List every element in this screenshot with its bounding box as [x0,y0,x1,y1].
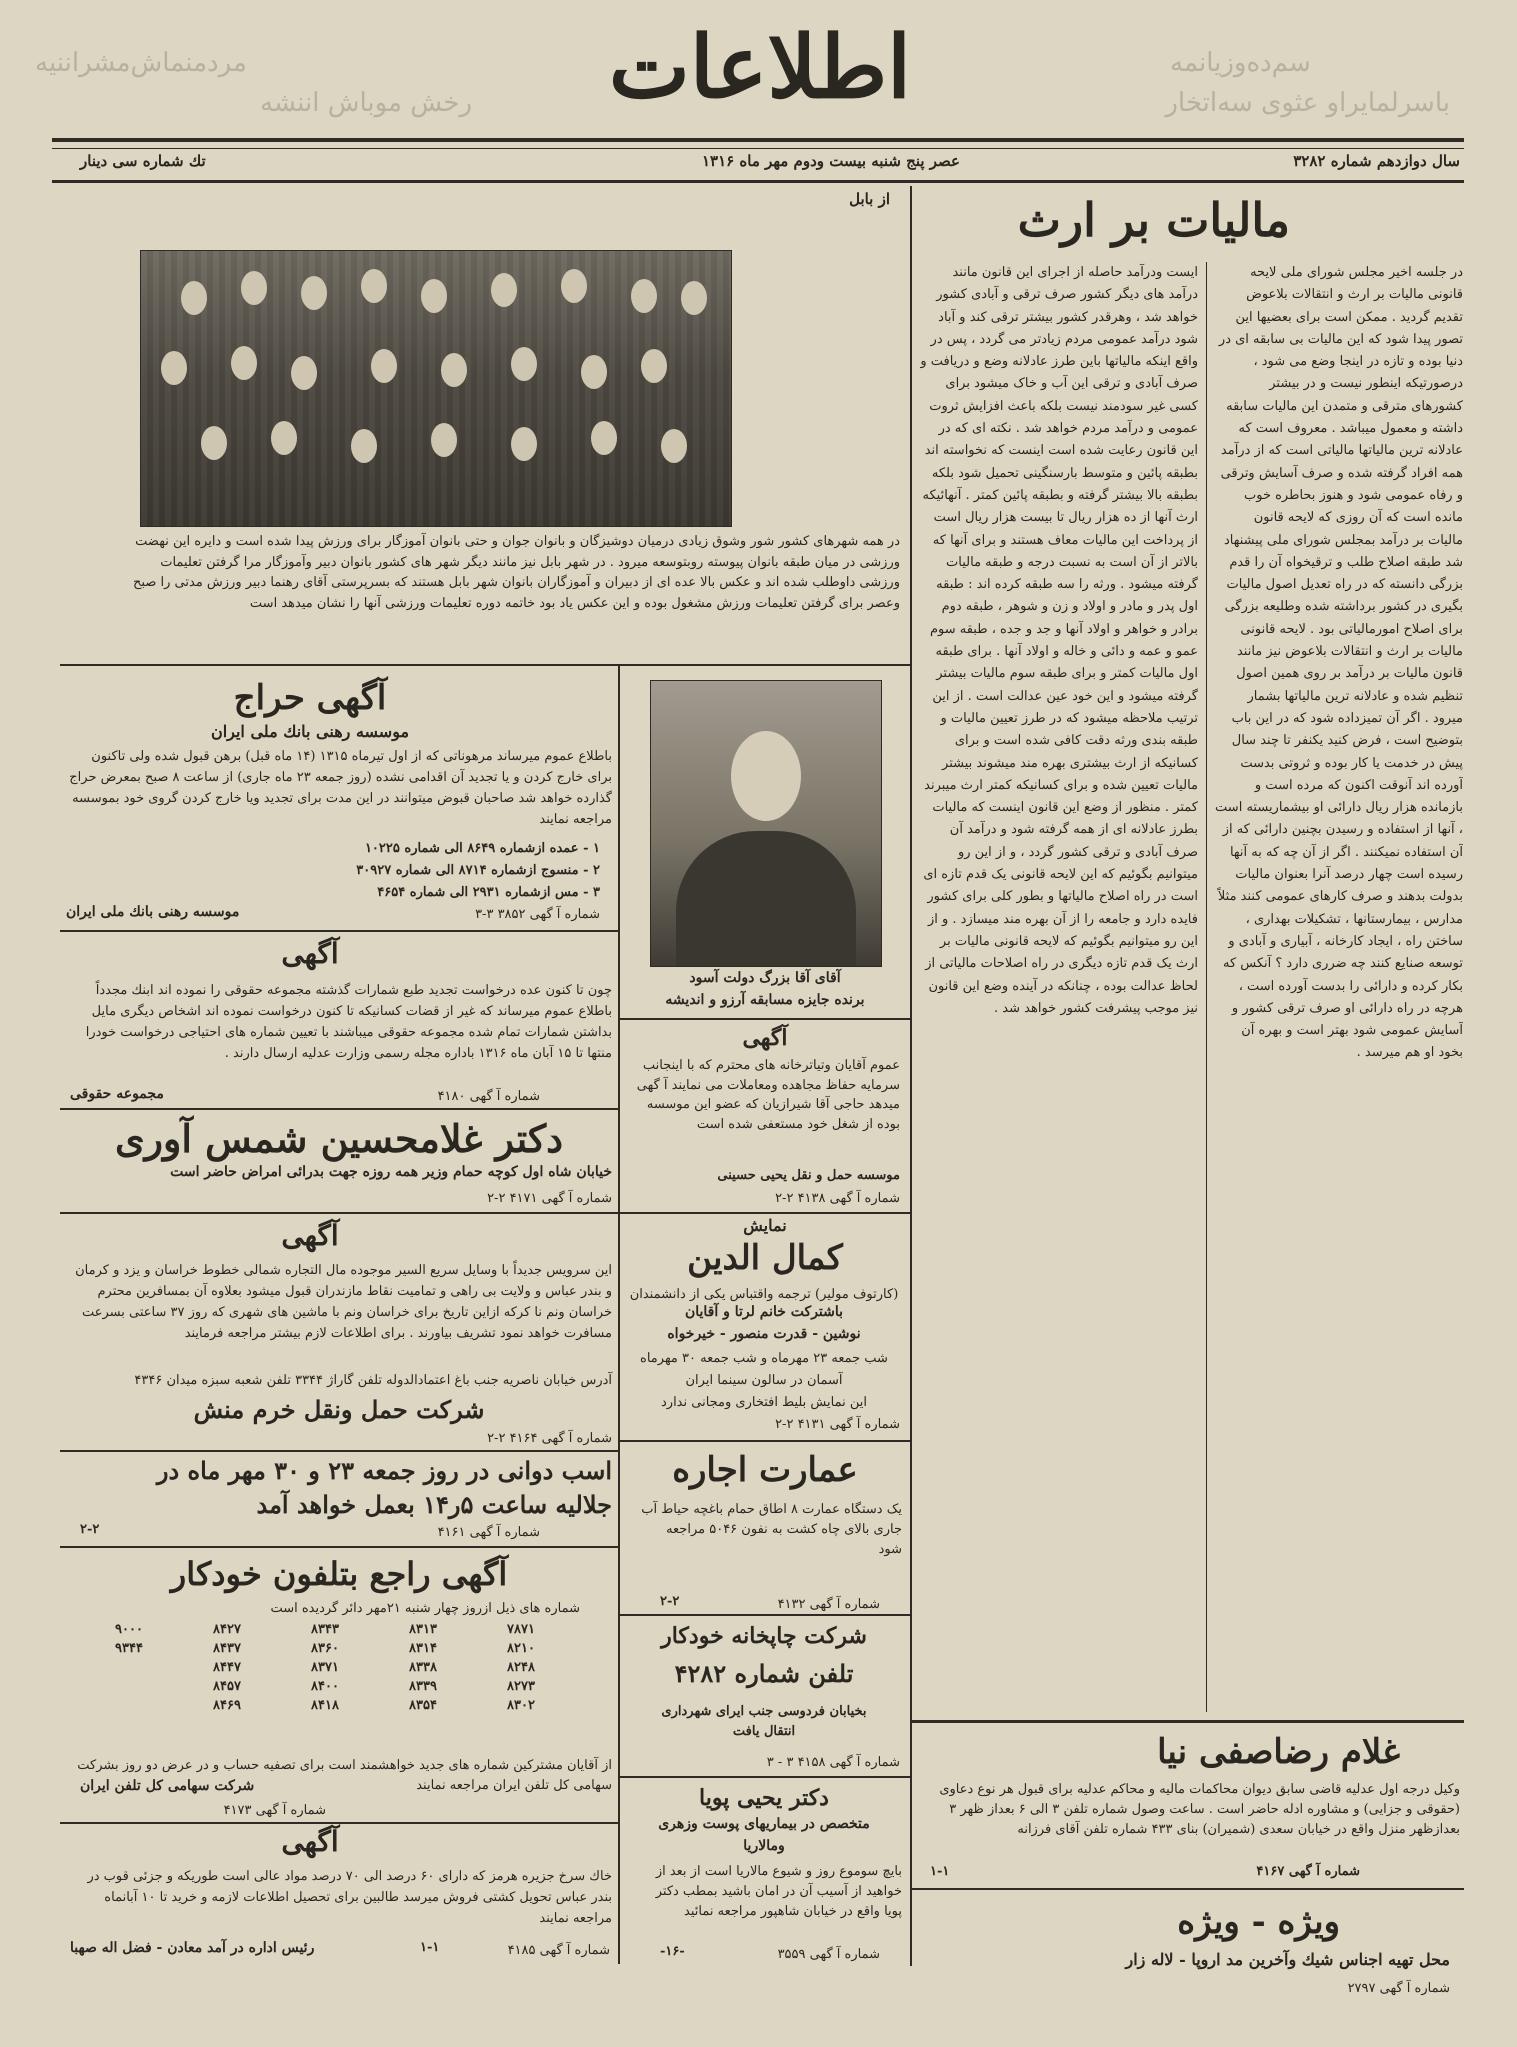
portrait-rule [620,1018,910,1020]
chapkhaneh-rule [620,1776,910,1778]
agahi3-body: خاك سرخ جزیره هرمز که دارای ۶۰ درصد الی ۷۰ درصد مواد عالی است طوریکه و جزئی قوب در بندر عباس تحویل کشتی فروش میرسد طالبین برای تحصیل اطلاعات لازمه و خرید تا ۱۰ آبانماه مراجعه نمایند [87,1869,612,1926]
emarat-footer-count: ۲-۲ [660,1594,680,1609]
chapkhaneh-footer: شماره آ گهی ۴۱۵۸ ۳ - ۳ [766,1755,900,1770]
table-row: ۸۲۷۳ ۸۳۳۹ ۸۴۰۰ ۸۴۵۷ [213,1679,535,1694]
kamal-line-1: (کارتوف مولیر) ترجمه واقتباس یکی از دانشمندان [629,1287,899,1302]
vizheh-title: ویژه - ویژه [1177,1902,1340,1942]
doctor-name: دکتر غلامحسین شمس آوری [114,1116,564,1161]
emarat-title: عمارت اجاره [672,1450,858,1490]
haraj-footer-name: موسسه رهنی بانك ملی ایران [66,904,240,920]
agahi4-body: عموم آقایان وتیاترخانه های محترم که با اینجانب سرمایه حفاظ مجاهده ومعاملات می نمایند آ گهی میدهد حاجی آقا شیرازیان که عضو این موسسه بوده از شغل خود مستعفی شده است [636,1058,900,1132]
table-row: ۸۲۴۸ ۸۳۳۸ ۸۳۷۱ ۸۴۴۷ [213,1660,535,1675]
issue-number: سال دوازدهم شماره ۳۲۸۲ [1293,152,1460,170]
lawyer-footer-count: ۱-۱ [930,1864,950,1879]
lawyer-footer: شماره آ گهی ۴۱۶۷ [1256,1864,1360,1879]
emarat-rule [620,1614,910,1616]
column-divider-right [910,186,912,1726]
phone-title: آگهی راجع بتلفون خودکار [170,1555,508,1593]
masthead-rule-thin [52,148,1464,149]
chapkhaneh-line-1: شرکت چاپخانه خودکار [661,1623,867,1649]
ghost-text-right-1: ﺑﺎﺳﺮﻟﻤﺎﻳﺮﺍﻭ ﻋﺜﻮﻯ ﺳﻪﺍﺗﺨﺎﺭ [1165,88,1450,118]
masthead-title: اطلاعات [608,17,912,118]
haraj-rule [60,930,618,932]
babol-tag: از بابل [849,190,890,208]
issue-price: تك شماره سی دینار [80,152,206,170]
kamal-footer: شماره آ گهی ۴۱۳۱ ۲-۲ [775,1417,900,1432]
portrait-caption-2: برنده جایزه مسابقه آرزو و اندیشه [665,992,865,1008]
lawyer-rule [912,1888,1464,1890]
lawyer-body: وکیل درجه اول عدلیه قاضی سابق دیوان محاکمات مالیه و محاکم عدلیه برای قبول هر نوع دعاوی (حقوقی و جزایی) و مشاوره ادله حاضر است . ساعت وصول شماره تلفن ۳ الی ۶ بعداز ظهر ۳ بعدازظهر منزل واقع در خیابان سعدی (شمیران) بنای ۴۳۳ شماره تلفن آقای فرزانه [939,1782,1460,1837]
phone-number-table [80,1620,570,1715]
haraj-footer-no: شماره آ گهی ۳۸۵۲ ۳-۳ [475,907,600,922]
ghost-text-right-2: ﺳﻢﺩﻩﻭﺯﻳﺎﻧﻤﻪ [1170,48,1311,78]
agahi2-company: شرکت حمل ونقل خرم منش [193,1395,485,1424]
vizheh-footer: شماره آ گهی ۲۷۹۷ [1347,1981,1450,1996]
vizheh-body: محل تهیه اجناس شیك وآخرین مد اروپا - لاله زار [1125,1950,1450,1969]
doctor-footer: شماره آ گهی ۴۱۷۱ ۲-۲ [487,1191,612,1206]
agahi1-rule [60,1108,618,1110]
haraj-body: باطلاع عموم میرساند مرهوناتی که از اول تیرماه ۱۳۱۵ (۱۴ ماه قبل) برهن قبول شده ولی تاکنون برای خارج کردن و یا تجدید آن اقدامی نشده (روز جمعه ۲۳ ماه جاری) از ساعت ۸ صبح بمعرض حراج گذارده خواهد شد صاحبان قبوض میتوانند در این مدت برای تجدید ویا خارج کردن گروی خود بموسسه مراجعه نمایند [69,749,612,827]
phone-rule [60,1822,618,1824]
horse-footer: شماره آ گهی ۴۱۶۱ [437,1525,540,1540]
issue-date: عصر پنج شنبه بیست ودوم مهر ماه ۱۳۱۶ [701,152,960,170]
maliyat-bottom-rule [912,1720,1464,1723]
kamal-line-4: شب جمعه ۲۳ مهرماه و شب جمعه ۳۰ مهرماه [640,1351,888,1366]
agahi3-footer: شماره آ گهی ۴۱۸۵ [507,1943,610,1958]
dateline-rule [52,180,1464,183]
lawyer-name: غلام رضاصفی نیا [1157,1732,1400,1772]
agahi1-title: آگهی [281,937,339,970]
haraj-row-1: ۱ - عمده ازشماره ۸۶۴۹ الی شماره ۱۰۲۲۵ [364,841,600,856]
kamal-line-5: آسمان در سالون سینما ایران [685,1373,843,1388]
kamal-line-6: این نمایش بلیط افتخاری ومجانی ندارد [661,1395,867,1410]
portrait-caption-1: آقای آقا بزرگ دولت آسود [689,970,841,986]
masthead-rule [52,138,1464,142]
yahya-footer: شماره آ گهی ۳۵۵۹ [777,1947,880,1962]
column-divider-right-lower [910,1726,912,1966]
agahi3-title: آگهی [281,1825,339,1858]
chapkhaneh-line-2: تلفن شماره ۴۲۸۲ [674,1659,854,1688]
horse-line-2: جلالیه ساعت ۵ر۱۴ بعمل خواهد آمد [256,1490,612,1519]
babol-caption: در همه شهرهای کشور شور وشوق زیادی درمیان دوشیزگان و بانوان جوان و حتی بانوان آموزگار برای ورزش پیدا شده است و دایره این نهضت ورزشی در میان طبقه بانوان پیوسته روبتوسعه میرود . در شهر بابل نیز مانند دیگر شهر های کشور بانوان دبیر وآموزگار مرا گرفتن تعلیمات ورزشی داوطلب شده اند و عکس بالا عده ای از دبیران و آموزگاران بانوان شهر بابل هستند که بسرپرستی آقای رهنما دبیر ورزش مدتی را صبح وعصر برای گرفتن تعلیمات ورزش مشغول بوده و این عکس یاد بود خاتمه دوره تعلیمات ورزشی آنها را نشان میدهد است [133,534,900,611]
maliyat-inner-divider [1206,262,1207,1712]
phone-intro: شماره های ذیل ازروز چهار شنبه ۲۱مهر دائر گردیده است [270,1601,580,1616]
maliyat-title: مالیات بر ارث [1017,193,1290,247]
chapkhaneh-line-4: انتقال یافت [732,1724,796,1739]
agahi3-sign: رئیس اداره در آمد معادن - فضل اله صهبا [70,1940,315,1956]
babol-rule [60,664,910,666]
horse-footer-count: ۲-۲ [80,1522,100,1537]
kamal-rule [620,1440,910,1442]
kamal-title: كمال الدین [687,1238,843,1278]
kamal-title-small: نمایش [743,1216,787,1235]
agahi2-body: این سرویس جدیداً با وسایل سریع السیر موجوده مال التجاره شمالی خطوط خراسان و یزد و کرمان و بندر عباس و ولایت بی راهی و تمامیت نقاط مازندران قبول میشود بعلاوه آن بمسافرین محترم خراسان ونم نا کرکه ازاین تاریخ برای خراسان ونم با ماشین های شهری که روز ۳۷ ساعتی بسرعت مسافرت خواهد نمود تشریف بیاورند . برای اطلاعات لازم بیشتر مراجعه فرمایند [75,1263,612,1341]
portrait-photo [650,680,882,967]
ghost-text-left-1: ﻣﺮﺩﻣﻨﻤﺎﺵﻣﺸﺮﺍﻧﻨﻴﻪ [35,48,247,78]
yahya-spec-2: ومالاریا [743,1838,785,1854]
phone-footer: شماره آ گهی ۴۱۷۳ [223,1803,326,1818]
table-row: ۸۲۱۰ ۸۳۱۴ ۸۳۶۰ ۸۴۳۷ ۹۳۴۴ [115,1641,535,1656]
haraj-subtitle: موسسه رهنی بانك ملی ایران [210,722,410,741]
kamal-line-3: نوشین - قدرت منصور - خیرخواه [667,1326,861,1342]
kamal-line-2: باشترکت خانم لرتا و آقایان [684,1304,844,1320]
haraj-title: آگهی حراج [233,678,387,718]
ghost-text-left-2: ﺭﺧﺶ ﻣﻮﺑﺎﺵ ﺍﻧﻨﺸﻪ [260,88,472,118]
agahi1-footer: شماره آ گهی ۴۱۸۰ [437,1089,540,1104]
agahi1-body: چون تا کنون عده درخواست تجدید طبع شمارات گذشته مجموعه حقوقی را نموده اند ابنك مجدداً باطلاع عموم میرساند که غیر از قضات کسانیکه تا کنون درخواست نموده اند اشخاص دیگری مایل بداشتن شمارات تمام شده مجموعه حقوقی میباشند با تعیین شماره های احتیاجی درخواست خودرا منتها تا ۱۵ آبان ماه ۱۳۱۶ باداره مجله رسمی وزارت عدلیه ارسال دارند . [85,983,612,1061]
agahi2-rule [60,1450,618,1452]
agahi4-company: موسسه حمل و نقل یحیی حسینی [717,1168,900,1183]
emarat-body: یک دستگاه عمارت ۸ اطاق حمام باغچه حیاط آب جاری بالای چاه کشت به نفون ۵۰۴۶ مراجعه شود [641,1502,902,1557]
maliyat-column-right: در جلسه اخیر مجلس شورای ملی لایحه قانونی مالیات بر ارث و انتقالات بلاعوض تقدیم گردید . ممکن است برای بعضیها این تصور پیدا شود که این مالیات بی سابقه ای در دنیا بوده و تازه در اینجا وضع می شود ، درصورتیکه اینطور نیست و در بیشتر کشورهای مترقی و متمدن این مالیات سابقه داشته و معمول میباشد . معروف است که عادلانه ترین مالیاتها مالیاتی است که از درآمد همه افراد گرفته شده و صرف آسایش وترقی و رفاه عمومی شود و هنوز بحاطره خوب مانده است که آن روزی که لایحه قانون مالیات بر درآمد بمجلس شورای ملی پیشنهاد شد طبقه اصلاح طلب و ترقیخواه آن را قدم بزرگی دانسته که در راه تعدیل اصول مالیات بگیری در کشور برداشته شده وطلیعه بزرگی برای اصلاح امورمالیاتی بود . لایحه قانونی مالیات بر ارث و انتقالات بلاعوض نیز مانند قانون مالیات بر درآمد بر روی همین اصول تنظیم شده و عادلانه ترین مالیاتها بشمار میرود . اگر آن تمیزداده شود که در این باب بتوضیح است ، فرض کنید یکنفر تا چند سال پیش در خدمت یا کار بوده و ثروتی بدست آورده اند آنوقت اکنون که مرده است و بازمانده هزار ریال دارائی او بیشماریسته است ، آنها از استفاده و رسیدن بچنین دارائی که از آن استفاده نمیکنند . اگر از آن چه که به آنها رسیده است چهار درصد آنرا بعنوان مالیات بدولت بدهند و صرف کارهای عمومی کنند مثلاً مدارس ، بیمارستانها ، تشکیلات بهداری ، ساختن راه ، ایجاد کارخانه ، آبیاری و آبادی و توسعه صنایع کنند چه ضرری دارد ؟ آنکس که بکار کرده و دارائی را بدست آورده است ، هرچه در راه دارائی او صرف ترقی کشور و آسایش عمومی شود بهتر است و بهره آن بخود او هم میرسد . [1215,265,1463,1061]
agahi4-footer: شماره آ گهی ۴۱۳۸ ۲-۲ [775,1191,900,1206]
emarat-footer: شماره آ گهی ۴۱۳۲ [777,1597,880,1612]
agahi1-sign: مجموعه حقوقی [70,1086,164,1102]
agahi4-rule [620,1212,910,1214]
yahya-spec-1: متخصص در بیماریهای پوست وزهری [658,1816,870,1832]
agahi2-footer: شماره آ گهی ۴۱۶۴ ۲-۲ [487,1431,612,1446]
horse-rule [60,1546,618,1548]
doctor-rule [60,1212,618,1214]
table-row: ۸۳۰۲ ۸۳۵۴ ۸۴۱۸ ۸۴۶۹ [213,1698,535,1713]
haraj-row-2: ۲ - منسوج ازشماره ۸۷۱۴ الی شماره ۳۰۹۲۷ [356,863,600,878]
haraj-row-3: ۳ - مس ازشماره ۲۹۳۱ الی شماره ۴۶۵۴ [377,885,600,900]
chapkhaneh-line-3: بخیابان فردوسی جنب ایرای شهرداری [661,1704,867,1719]
group-photo [140,250,732,527]
horse-line-1: اسب دوانی در روز جمعه ۲۳ و ۳۰ مهر ماه در [156,1456,612,1485]
table-row: ۷۸۷۱ ۸۳۱۳ ۸۳۴۳ ۸۴۲۷ ۹۰۰۰ [115,1622,535,1637]
phone-company: شرکت سهامی کل تلفن ایران [80,1778,255,1794]
column-divider-left [618,664,620,1964]
agahi4-title: آگهی [742,1025,788,1051]
phone-note: از آقایان مشترکین شماره های جدید خواهشمند است برای تصفیه حساب و در عرض دو روز بشرکت سهامی کل تلفن ایران مراجعه نمایند [77,1758,612,1793]
agahi2-address: آدرس خیابان ناصریه جنب باغ اعتمادالدوله تلفن گاراژ ۳۳۴۴ تلفن شعبه سبزه میدان ۴۳۴۶ [134,1373,612,1388]
doctor-address: خیابان شاه اول کوچه حمام وزیر همه روزه جهت بدرائی امراض حاضر است [170,1164,612,1180]
agahi3-footer-count: ۱-۱ [420,1940,440,1955]
maliyat-column-left: ایست ودرآمد حاصله از اجرای این قانون مانند درآمد های دیگر کشور صرف ترقی و آبادی کشور خواهد شد ، وهرقدر کشور بیشتر ترقی کند و آباد شود درآمد عمومی مردم زیادتر می گردد ، پس در واقع اینکه مالیاتها باین طرز عادلانه وضع و دریافت و صرف آبادی و ترقی این آب و خاک میشود برای کسی غیر سودمند نیست بلکه باعث افزایش ثروت عمومی و درآمد مردم خواهد شد . نکته ای که در این قانون رعایت شده است اینست که نخواسته اند بطبقه پائین و متوسط بارسنگینی تحمیل شود بلکه بطبقه بالا بیشتر گرفته و بطبقه پائین کمتر . آنهائیکه ارث آنها از ده هزار ریال تا بیست هزار ریال است از پرداخت این مالیات معاف هستند و برای آنها که بالاتر از آن است به نسبت درجه و طبقه مالیات گرفته میشود . ورثه را سه طبقه کرده اند : طبقه اول پدر و مادر و اولاد و زن و شوهر ، طبقه دوم برادر و خواهر و اولاد آنها و جد و جده ، طبقه سوم عمو و عمه و دائی و خاله و اولاد آنها . برای طبقه اول مالیات کمتر و برای طبقه سوم مالیات بیشتر گرفته میشود و این خود عین عدالت است . از این ترتیب ملاحظه میشود که در طرز تعیین مالیات و طبقه بندی ورثه دقت کافی شده است و برای کسانیکه از ارث بیشتری بهره مند میشوند بیشتر مالیات تعیین شده و برای کسانیکه کمتر ارث میبرند کمتر . منظور از وضع این قانون اینست که مالیات بطرز عادلانه ای از همه گرفته شود و درآمد آن صرف آبادی و ترقی کشور گردد ، و از این رو میتوانیم بگوئیم که این لایحه قانونی یک قدم تازه ای است در راه اصلاح مالیاتها و بطور کلی برای کشور فایده دارد و جامعه را از آن بهره مند میسازد . و از این رو میتوانیم بگوئیم که لایحه قانونی مالیات بر ارث یک قدم تازه دیگری در راه اصلاحات مالیاتی از لحاظ عدالت بوده ، چنانکه در آینده وضع این قانون نیز موجب پیشرفت کشور خواهد شد . [920,265,1198,1016]
agahi2-title: آگهی [281,1219,339,1252]
yahya-name: دکتر یحیی پویا [699,1785,829,1811]
yahya-body: بایچ سوموع روز و شیوع مالاریا است از بعد از خواهید از آسیب آن در امان باشید بمطب دکتر پویا واقع در خیابان شاهپور مراجعه نمائید [655,1864,902,1919]
yahya-footer-count: -۱۶- [660,1944,685,1959]
